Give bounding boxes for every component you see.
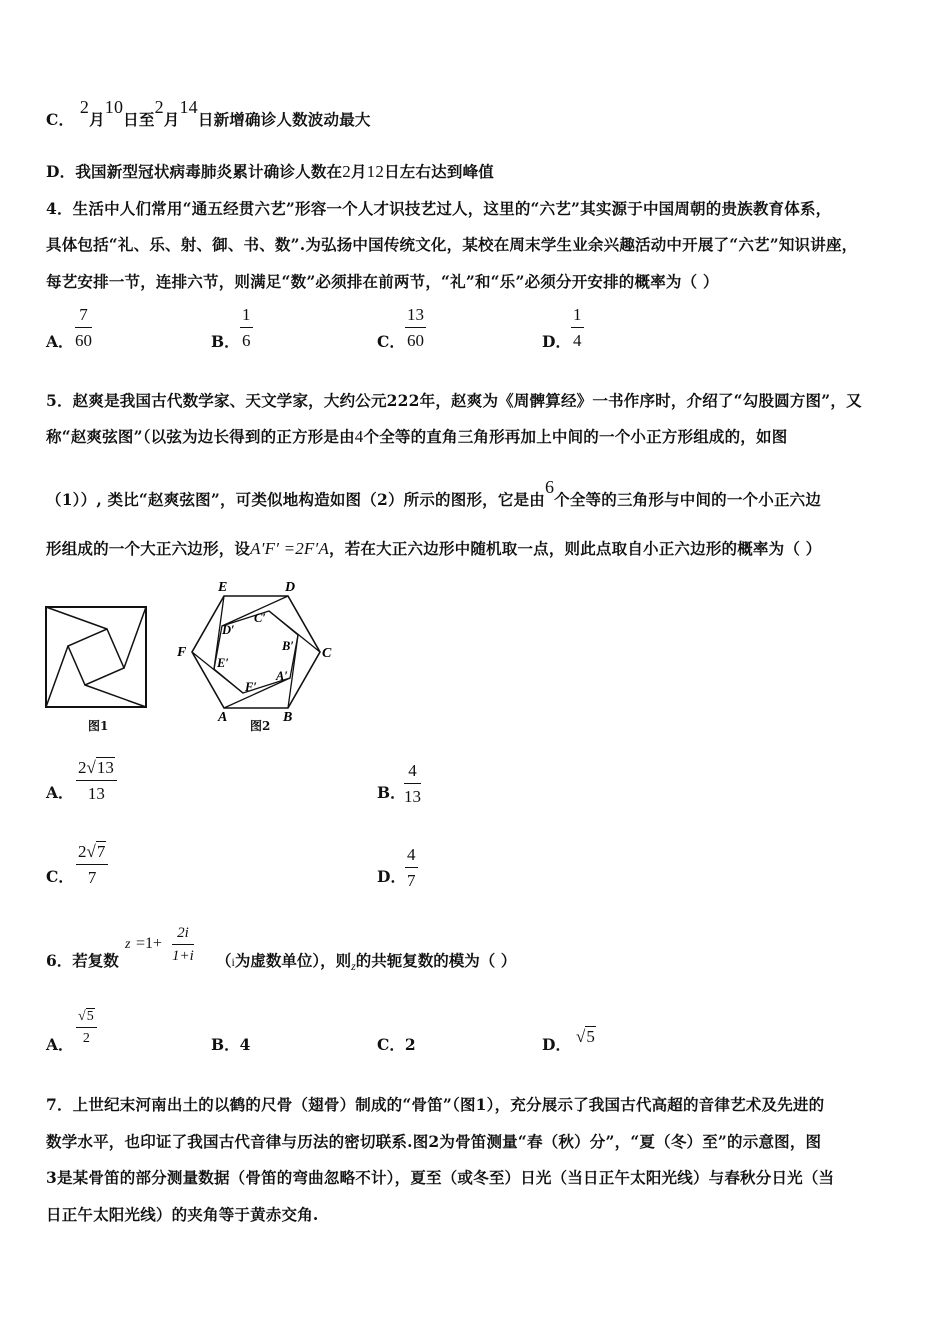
q5-option-c-label: C． [46,867,74,886]
stem-text: 的共轭复数的模为（ ） [355,951,517,970]
stem-text: 称“赵爽弦图”（以弦为边长得到的正方形是由 [46,427,355,446]
month-number: 2 [79,97,90,117]
option-text: 我国新型冠状病毒肺炎累计确诊人数在 [75,162,343,181]
stem-number: 6 [544,477,555,497]
q6-stem-middle [216,949,516,971]
vertex-label-a-prime: A′ [276,669,288,683]
coefficient: 2 [78,758,87,777]
q6-variable-z: z [125,937,131,952]
q5-stem-line3 [46,477,822,510]
day-number: 12 [366,162,385,181]
q6-option-a-fraction [76,1009,97,1047]
denominator: 2 [82,1031,90,1046]
q4-option-a-label: A． [46,332,74,351]
q4-option-b-label: B． [211,332,240,351]
vertex-label-b-prime: B′ [282,639,294,653]
denominator: 60 [75,331,92,350]
option-label: C． [46,110,75,129]
vertex-label-b: B [283,710,293,723]
q6-option-c [377,1033,416,1055]
denominator: 7 [407,871,416,890]
inner-square [68,629,124,685]
vertex-label-f-prime: F′ [245,680,257,694]
denominator: 60 [407,331,424,350]
vertex-label-e-prime: E′ [217,656,229,670]
numerator: 13 [405,305,426,328]
variable-z: z [351,959,356,973]
stem-text: 个全等的直角三角形再加上中间的一个小正方形组成的，如图 [363,427,788,446]
q4-option-d-label: D． [542,332,571,351]
q6-option-d-label: D． [542,1035,571,1054]
vertex-label-d-prime: D′ [222,623,235,637]
radicand: 7 [96,842,106,861]
triangle-edge [124,607,146,668]
numerator: 7 [75,305,92,328]
month-char: 月 [350,162,367,181]
q5-option-d-fraction [405,845,418,891]
figure-1-zhao-shuang-chord-diagram [45,606,147,708]
numerator: 1 [240,305,253,328]
stem-text: 形组成的一个大正六边形，设 [46,539,251,558]
numerator: 4 [404,761,421,784]
numerator: 2√7 [76,842,108,865]
q4-option-b-fraction [240,305,253,351]
q4-stem-line2: 具体包括“礼、乐、射、御、书、数”.为弘扬中国传统文化，某校在周末学生业余兴趣活动中开展了“六艺”知识讲座， [46,235,858,254]
day-number: 10 [104,97,124,117]
figure-1-caption: 图1 [88,719,109,733]
q5-stem-line2 [46,425,787,447]
stem-equation: A′F′ =2F′A [250,539,330,558]
triangle-edge [46,646,68,707]
coefficient: 2 [78,842,87,861]
stem-text: 个全等的三角形与中间的一个小正六边 [554,490,822,509]
vertex-label-c: C [322,646,332,661]
q4-option-d-fraction [571,305,584,351]
day-number: 14 [179,97,198,117]
denominator: 13 [404,787,421,806]
paren: （ [216,951,232,970]
option-value: 2 [404,1035,416,1054]
denominator: 7 [87,868,97,887]
q6-stem-prefix: 6．若复数 [46,951,119,970]
stem-text: ，若在大正六边形中随机取一点，则此点取自小正六边形的概率为（ ） [329,539,822,558]
q6-fraction [172,925,194,965]
month-char: 月 [89,110,105,129]
q4-option-c-label: C． [377,332,405,351]
q5-option-a-fraction [76,758,117,804]
q3-option-c [46,97,371,130]
denominator: 1+i [172,948,194,964]
q4-option-a-fraction [75,305,92,351]
option-label: C． [377,1035,405,1054]
q4-option-c-fraction [405,305,426,351]
q5-option-c-fraction [76,842,108,888]
month-char: 月 [163,110,180,129]
numerator: √5 [76,1009,97,1028]
numerator: 2√13 [76,758,117,781]
outer-square [46,607,146,707]
vertex-label-e: E [218,580,228,595]
q5-option-b-label: B． [377,783,406,802]
q5-option-a-label: A． [46,783,74,802]
option-text: 日至 [123,110,155,129]
q6-option-a-label: A． [46,1035,74,1054]
q5-option-d-label: D． [377,867,406,886]
radicand: 13 [96,758,114,777]
vertex-label-c-prime: C′ [254,611,266,625]
triangle-edge [46,607,107,629]
option-text: 日新增确诊人数波动最大 [197,110,371,129]
q6-option-b [211,1033,250,1055]
figure-2-hexagon-diagram [172,578,337,723]
option-label: B． [211,1035,240,1054]
q6-option-d-radical: √5 [576,1027,595,1046]
option-value: 4 [239,1035,251,1054]
q5-stem-line4 [46,537,821,559]
q5-option-b-fraction [404,761,421,807]
numerator: 2i [172,925,194,945]
triangle-edge [85,685,146,707]
vertex-label-a: A [218,710,228,723]
q4-stem-line3: 每艺安排一节，连排六节，则满足“数”必须排在前两节，“礼”和“乐”必须分开安排的概率为（ ） [46,272,719,291]
q7-stem-line2: 数学水平，也印证了我国古代音律与历法的密切联系.图2为骨笛测量“春（秋）分”，“夏（冬）至”的示意图，图 [46,1132,822,1151]
denominator: 6 [242,331,251,350]
month-number: 2 [342,162,351,181]
numerator: 1 [571,305,584,328]
q7-stem-line3: 3是某骨笛的部分测量数据（骨笛的弯曲忽略不计），夏至（或冬至）日光（当日正午太阳光线）与春秋分日光（当 [46,1168,835,1187]
option-text: 日左右达到峰值 [384,162,494,181]
stem-number: 4 [354,427,364,446]
q3-option-d [46,160,494,182]
option-label: D． [46,162,76,181]
q7-stem-line1: 7．上世纪末河南出土的以鹤的尺骨（翅骨）制成的“骨笛”（图1），充分展示了我国古代高超的音律艺术及先进的 [46,1095,825,1114]
vertex-label-d: D [285,580,296,595]
month-number: 2 [154,97,164,117]
q6-equals-one-plus: =1+ [136,935,163,952]
figure-2-caption: 图2 [250,719,271,733]
radicand: 5 [586,1027,595,1046]
numerator: 4 [405,845,418,868]
radicand: 5 [86,1009,94,1024]
vertex-label-f: F [177,645,187,660]
imaginary-unit: i [231,955,235,969]
q4-stem-line1: 4．生活中人们常用“通五经贯六艺”形容一个人才识技艺过人，这里的“六艺”其实源于中国周朝的贵族教育体系， [46,199,832,218]
denominator: 13 [87,784,105,803]
denominator: 4 [573,331,582,350]
q5-stem-line1: 5．赵爽是我国古代数学家、天文学家，大约公元222年，赵爽为《周髀算经》一书作序时，介绍了“勾股圆方图”，又 [46,391,862,410]
stem-text: 为虚数单位），则 [234,951,352,970]
stem-text: （1））, 类比“赵爽弦图”，可类似地构造如图（2）所示的图形，它是由 [46,490,545,509]
q7-stem-line4: 日正午太阳光线）的夹角等于黄赤交角. [46,1205,319,1224]
